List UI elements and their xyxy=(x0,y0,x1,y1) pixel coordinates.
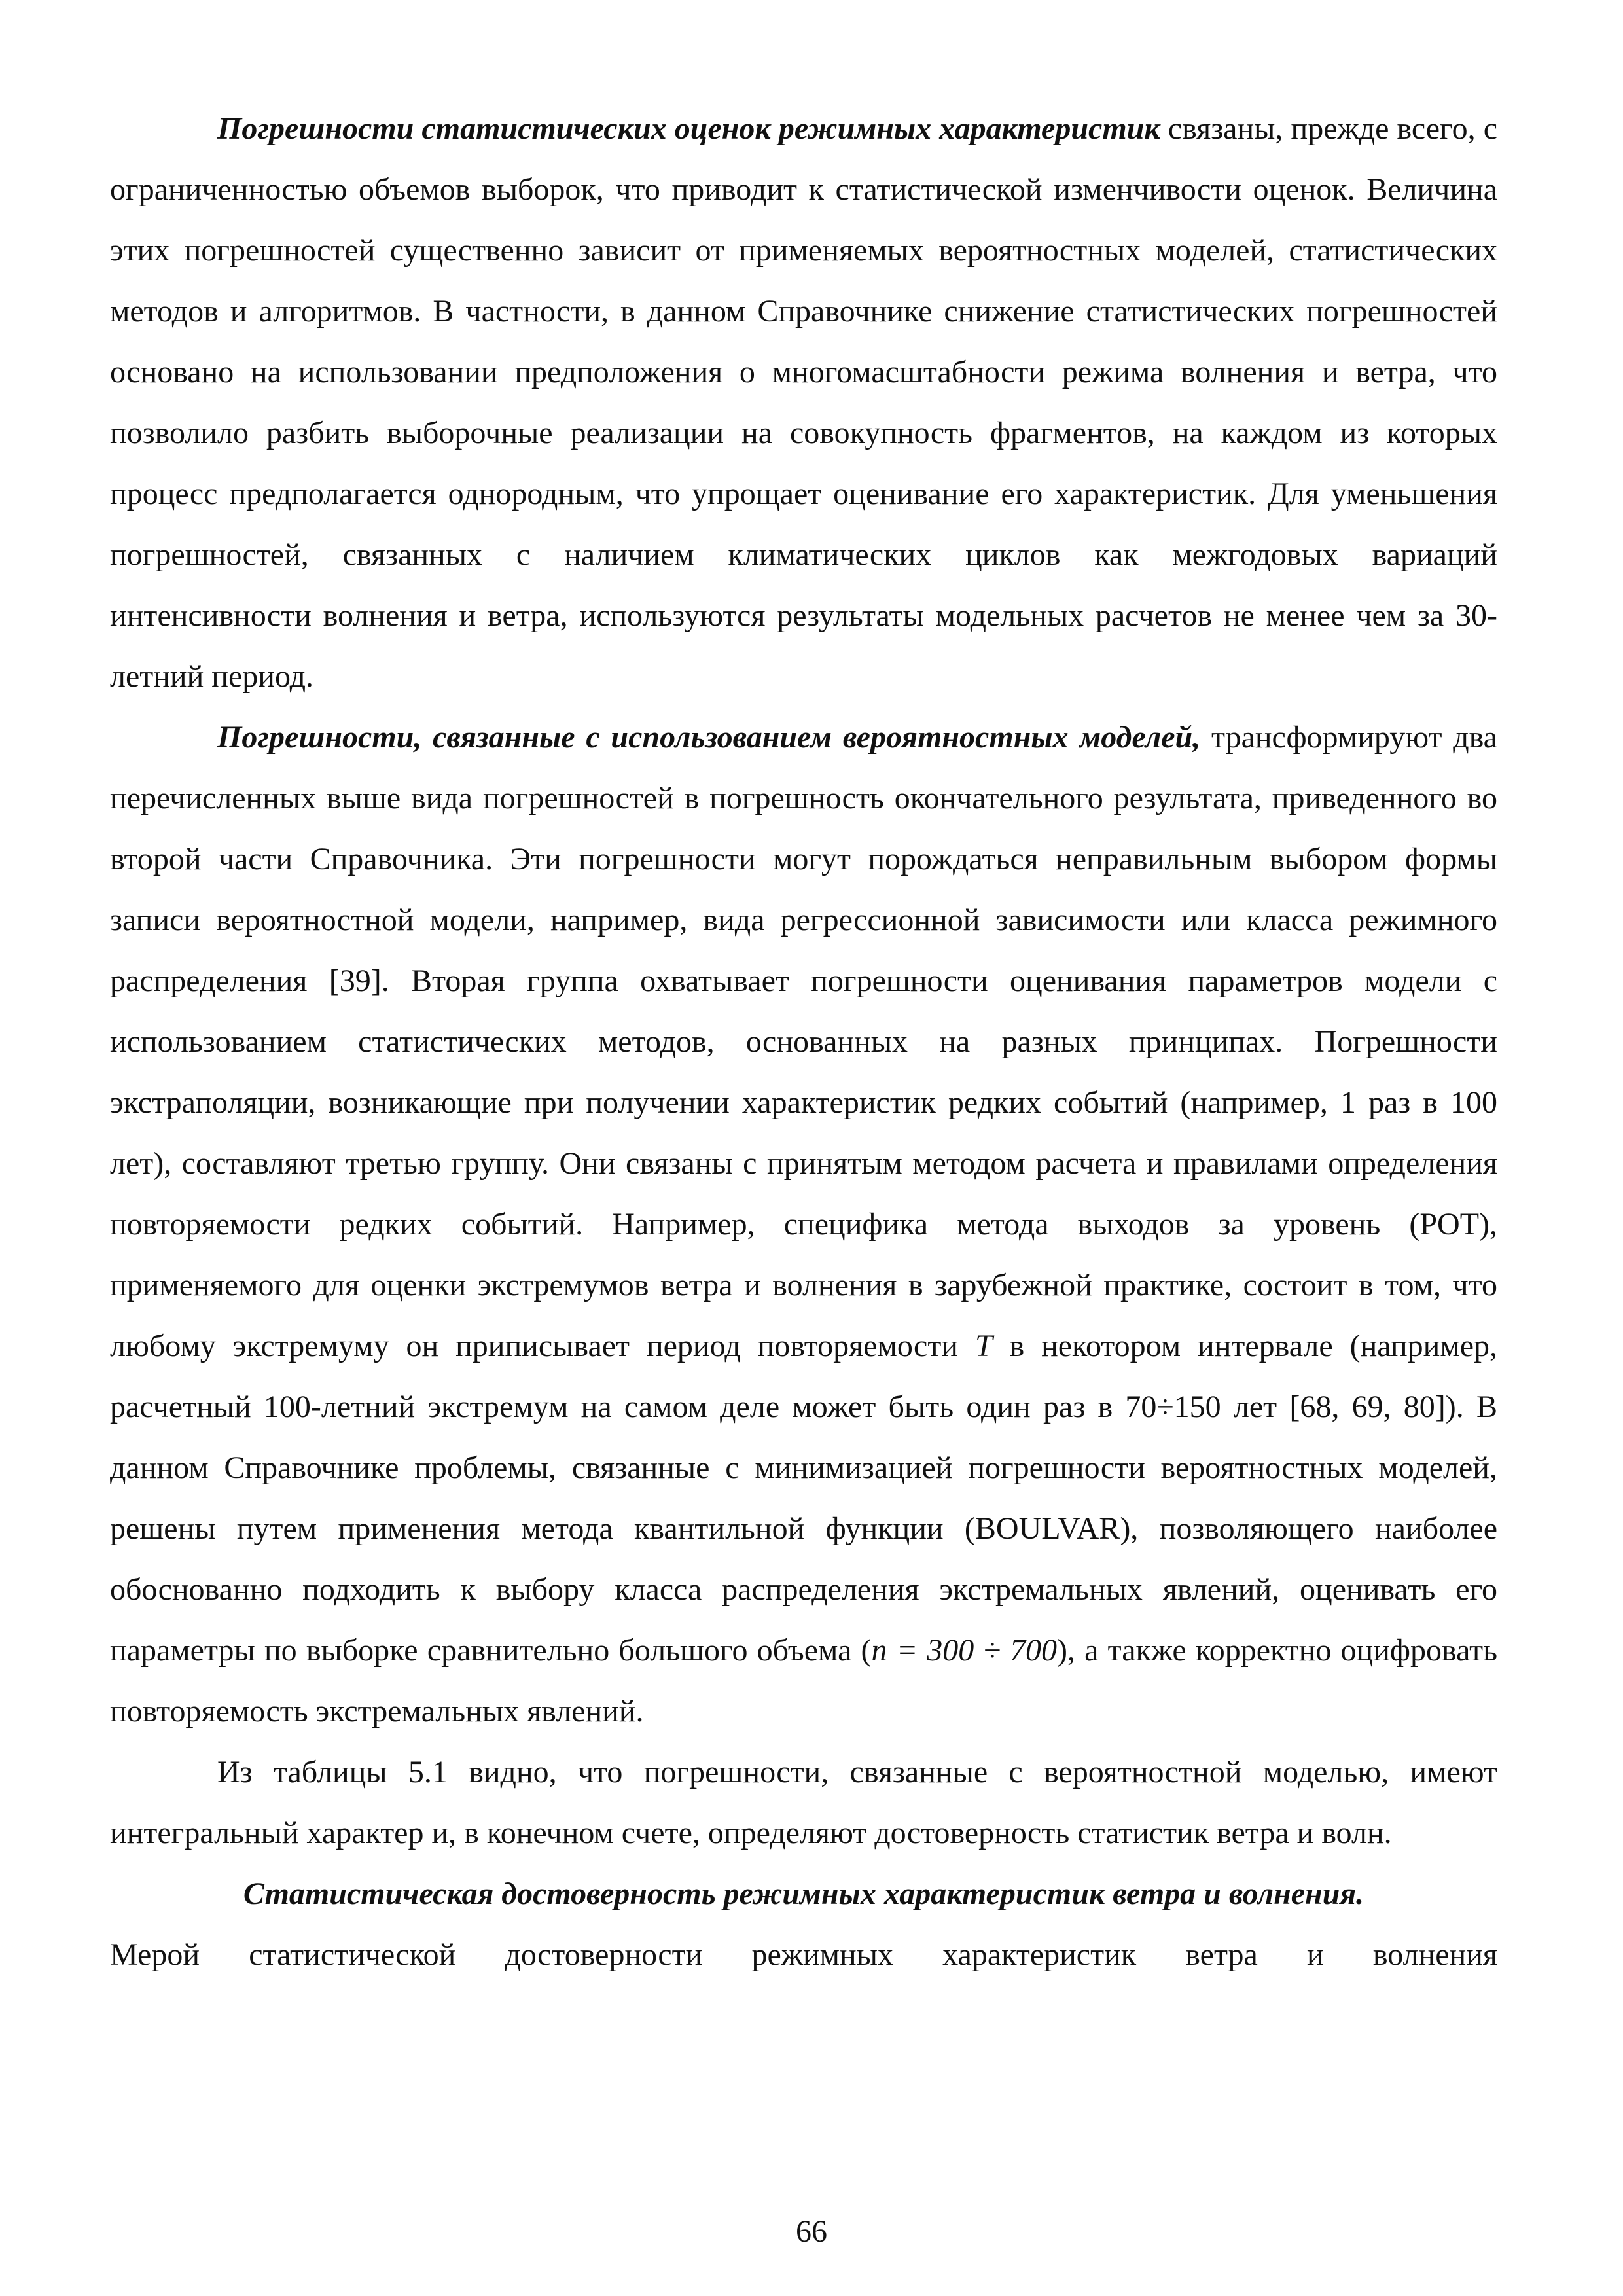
paragraph-lead-model-errors: Погрешности, связанные с использованием вероятностных моделей, xyxy=(217,720,1201,755)
paragraph-table-reference xyxy=(110,1742,1497,1863)
paragraph-reliability-text xyxy=(110,1924,1497,1985)
paragraph-lead-statistical-errors: Погрешности статистических оценок режимных характеристик xyxy=(217,111,1160,146)
page-body xyxy=(110,98,1497,1985)
paragraph-text: в некотором интервале (например, расчетный 100-летний экстремум на самом деле может быть один раз в 70÷150 лет [68, 69, 80]). В данном Справочнике проблемы, связанные с минимизацией погрешности вероятностных моделей, решены путем применения метода квантильной функции (BOULVAR), позволяющего наиболее обоснованно подходить к выбору класса распределения экстремальных явлений, оценивать его параметры по выборке сравнительно большого объема ( xyxy=(110,1329,1497,1668)
paragraph-text: ), а также корректно оцифровать повторяемость экстремальных явлений. xyxy=(110,1633,1497,1729)
paragraph-text: связаны, прежде всего, с ограниченностью объемов выборок, что приводит к статистической изменчивости оценок. Величина этих погрешностей существенно зависит от применяемых вероятностных моделей, статистических методов и алгоритмов. В частности, в данном Справочнике снижение статистических погрешностей основано на использовании предположения о многомасштабности режима волнения и ветра, что позволило разбить выборочные реализации на совокупность фрагментов, на каждом из которых процесс предполагается однородным, что упрощает оценивание его характеристик. Для уменьшения погрешностей, связанных с наличием климатических циклов как межгодовых вариаций интенсивности волнения и ветра, используются результаты модельных расчетов не менее чем за 30-летний период. xyxy=(110,111,1497,694)
section-heading-reliability: Статистическая достоверность режимных характеристик ветра и волнения. xyxy=(243,1876,1364,1911)
paragraph-text: Мерой статистической достоверности режимных характеристик ветра и волнения xyxy=(110,1937,1497,1972)
paragraph-text: Из таблицы 5.1 видно, что погрешности, связанные с вероятностной моделью, имеют интегральный характер и, в конечном счете, определяют достоверность статистик ветра и волн. xyxy=(110,1755,1497,1850)
sample-size-formula: n = 300 ÷ 700 xyxy=(871,1633,1057,1668)
paragraph-statistical-errors xyxy=(110,98,1497,707)
page-number: 66 xyxy=(796,2214,827,2249)
variable-t: T xyxy=(974,1329,993,1363)
paragraph-model-errors xyxy=(110,707,1497,1742)
paragraph-text: трансформируют два перечисленных выше вида погрешностей в погрешность окончательного результата, приведенного во второй части Справочника. Эти погрешности могут порождаться неправильным выбором формы записи вероятностной модели, например, вида регрессионной зависимости или класса режимного распределения [39]. Вторая группа охватывает погрешности оценивания параметров модели с использованием статистических методов, основанных на разных принципах. Погрешности экстраполяции, возникающие при получении характеристик редких событий (например, 1 раз в 100 лет), составляют третью группу. Они связаны с принятым методом расчета и правилами определения повторяемости редких событий. Например, специфика метода выходов за уровень (POT), применяемого для оценки экстремумов ветра и волнения в зарубежной практике, состоит в том, что любому экстремуму он приписывает период повторяемости xyxy=(110,720,1497,1363)
paragraph-reliability xyxy=(110,1863,1497,1924)
